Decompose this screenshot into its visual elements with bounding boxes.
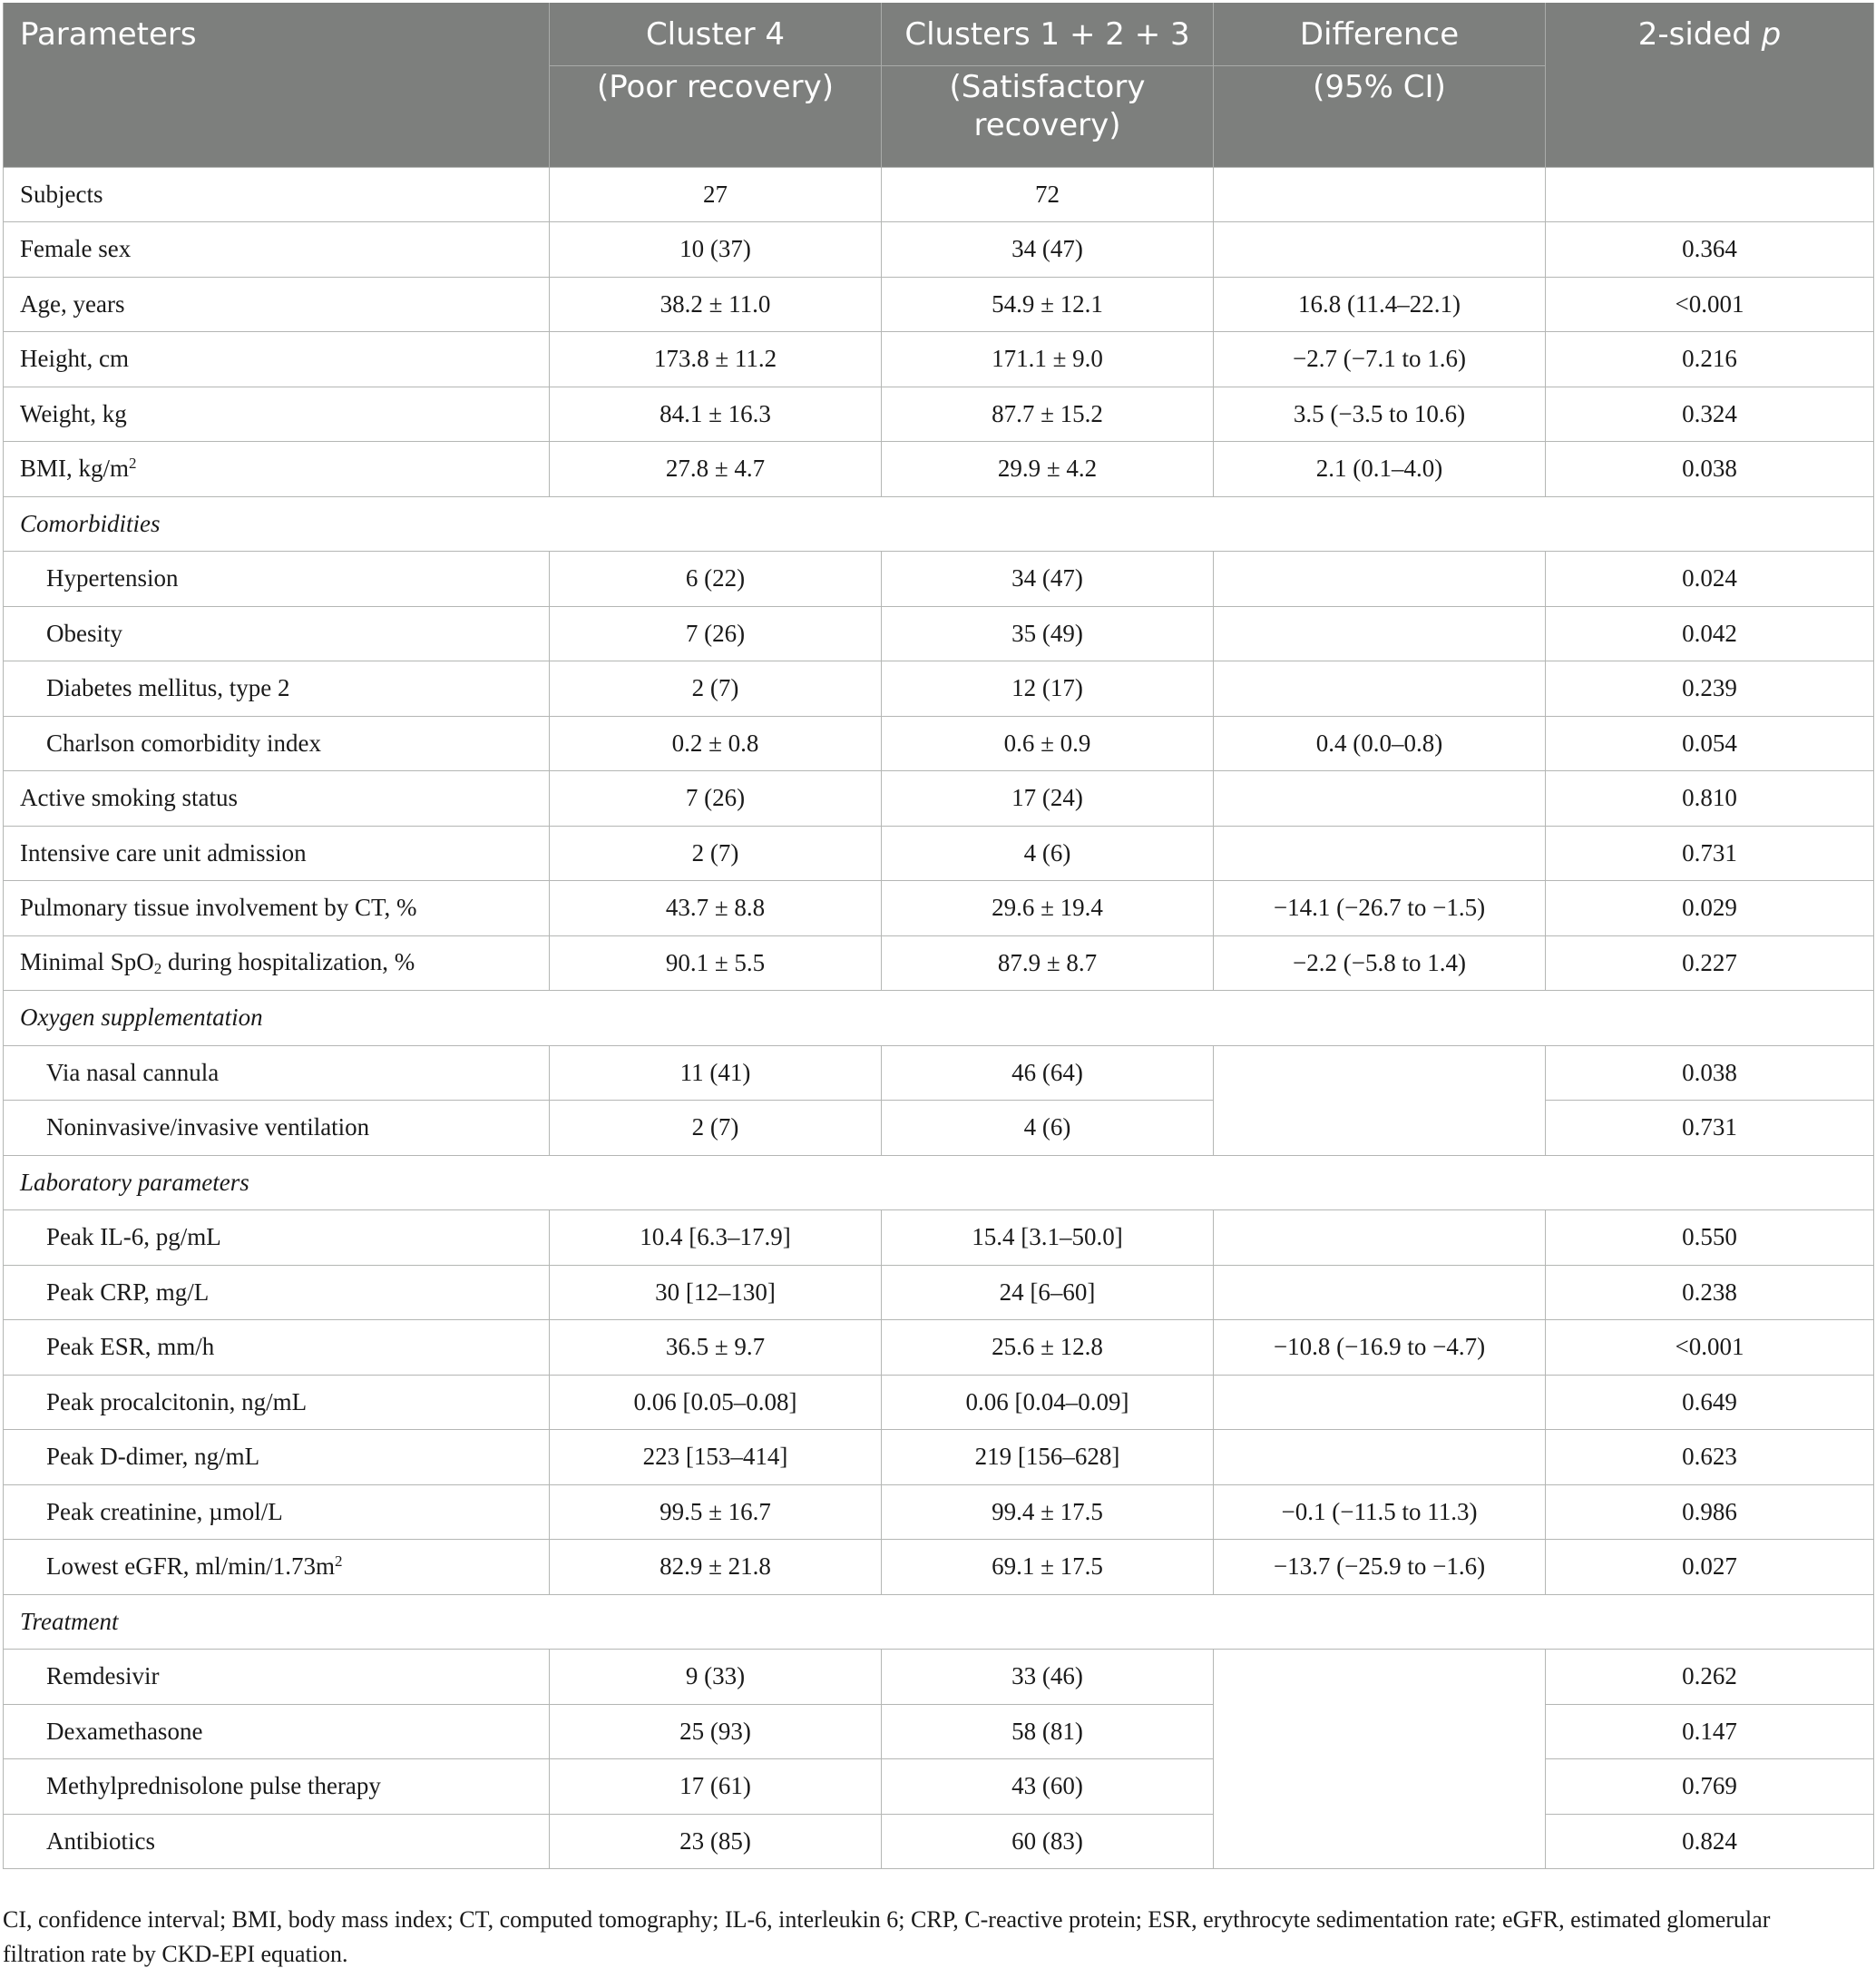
table-row bbox=[4, 222, 1874, 278]
header-parameters: Parameters bbox=[4, 3, 550, 167]
cell-p-value: 0.769 bbox=[1546, 1759, 1874, 1815]
cell-p-value: 0.027 bbox=[1546, 1540, 1874, 1595]
cell-cluster4: 2 (7) bbox=[550, 1101, 882, 1156]
cell-p-value: 0.623 bbox=[1546, 1430, 1874, 1485]
row-label-text-tail: during hospitalization, % bbox=[161, 947, 415, 975]
table-row bbox=[4, 332, 1874, 387]
cell-cluster4: 30 [12–130] bbox=[550, 1265, 882, 1320]
section-row bbox=[4, 496, 1874, 552]
row-label: Female sex bbox=[4, 222, 550, 278]
table-row bbox=[4, 1704, 1874, 1759]
table-row bbox=[4, 442, 1874, 497]
table-row bbox=[4, 1320, 1874, 1376]
table-row bbox=[4, 1484, 1874, 1540]
row-label: Via nasal cannula bbox=[4, 1045, 550, 1101]
cell-cluster4: 9 (33) bbox=[550, 1650, 882, 1705]
cell-clusters123: 24 [6–60] bbox=[882, 1265, 1214, 1320]
cell-cluster4: 36.5 ± 9.7 bbox=[550, 1320, 882, 1376]
row-label: Diabetes mellitus, type 2 bbox=[4, 661, 550, 717]
cell-p-value: 0.731 bbox=[1546, 1101, 1874, 1156]
header-p-italic: p bbox=[1761, 16, 1782, 53]
table-row bbox=[4, 716, 1874, 771]
row-label bbox=[4, 1540, 550, 1595]
cell-p-value: 0.227 bbox=[1546, 935, 1874, 991]
row-label: Noninvasive/invasive ventilation bbox=[4, 1101, 550, 1156]
row-label: Intensive care unit admission bbox=[4, 826, 550, 881]
row-label: Dexamethasone bbox=[4, 1704, 550, 1759]
row-label: Remdesivir bbox=[4, 1650, 550, 1705]
cell-difference bbox=[1214, 1430, 1546, 1485]
table-row bbox=[4, 277, 1874, 332]
row-label-sup: 2 bbox=[129, 455, 137, 473]
cell-clusters123: 33 (46) bbox=[882, 1650, 1214, 1705]
cell-clusters123: 34 (47) bbox=[882, 222, 1214, 278]
row-label: Peak D-dimer, ng/mL bbox=[4, 1430, 550, 1485]
cell-cluster4: 38.2 ± 11.0 bbox=[550, 277, 882, 332]
cell-cluster4: 2 (7) bbox=[550, 826, 882, 881]
section-treatment: Treatment bbox=[4, 1594, 1874, 1650]
cell-cluster4: 82.9 ± 21.8 bbox=[550, 1540, 882, 1595]
row-label-sub: 2 bbox=[153, 959, 162, 977]
row-label: Methylprednisolone pulse therapy bbox=[4, 1759, 550, 1815]
row-label: Height, cm bbox=[4, 332, 550, 387]
table-container bbox=[3, 3, 1876, 1869]
table-body bbox=[4, 167, 1874, 1869]
cell-difference: −14.1 (−26.7 to −1.5) bbox=[1214, 881, 1546, 936]
row-label-text: Lowest eGFR, ml/min/1.73m bbox=[46, 1552, 336, 1581]
cell-p-value: 0.042 bbox=[1546, 606, 1874, 661]
table-row bbox=[4, 387, 1874, 442]
cell-cluster4: 23 (85) bbox=[550, 1814, 882, 1869]
cell-difference: −10.8 (−16.9 to −4.7) bbox=[1214, 1320, 1546, 1376]
cell-cluster4: 173.8 ± 11.2 bbox=[550, 332, 882, 387]
cell-cluster4: 99.5 ± 16.7 bbox=[550, 1484, 882, 1540]
cell-clusters123: 54.9 ± 12.1 bbox=[882, 277, 1214, 332]
cell-difference bbox=[1214, 1045, 1546, 1155]
row-label: Active smoking status bbox=[4, 771, 550, 827]
table-row bbox=[4, 1814, 1874, 1869]
table-row bbox=[4, 881, 1874, 936]
cell-cluster4: 84.1 ± 16.3 bbox=[550, 387, 882, 442]
cell-cluster4: 0.2 ± 0.8 bbox=[550, 716, 882, 771]
header-cluster4-sub bbox=[550, 65, 882, 167]
cell-clusters123: 29.6 ± 19.4 bbox=[882, 881, 1214, 936]
cell-clusters123: 0.06 [0.04–0.09] bbox=[882, 1375, 1214, 1430]
cell-p-value: <0.001 bbox=[1546, 1320, 1874, 1376]
cell-cluster4: 10.4 [6.3–17.9] bbox=[550, 1210, 882, 1266]
cell-difference bbox=[1214, 1210, 1546, 1266]
cell-difference: −13.7 (−25.9 to −1.6) bbox=[1214, 1540, 1546, 1595]
cell-p-value: 0.364 bbox=[1546, 222, 1874, 278]
header-difference: Difference bbox=[1214, 3, 1546, 65]
cell-clusters123: 0.6 ± 0.9 bbox=[882, 716, 1214, 771]
cell-clusters123: 4 (6) bbox=[882, 826, 1214, 881]
cell-p-value: 0.054 bbox=[1546, 716, 1874, 771]
row-label bbox=[4, 935, 550, 991]
cell-difference bbox=[1214, 552, 1546, 607]
cell-clusters123: 60 (83) bbox=[882, 1814, 1214, 1869]
baseline-characteristics-table bbox=[3, 3, 1874, 1869]
cell-p-value: 0.731 bbox=[1546, 826, 1874, 881]
header-cluster4: Cluster 4 bbox=[550, 3, 882, 65]
header-clusters123-sub bbox=[882, 65, 1214, 167]
row-label-text: Minimal SpO bbox=[20, 947, 154, 975]
cell-difference bbox=[1214, 1265, 1546, 1320]
table-footnote: CI, confidence interval; BMI, body mass index; CT, computed tomography; IL-6, interleukin 6; CRP, C-reactive protein; ESR, erythrocyte sedimentation rate; eGFR, estimated glomerular filtration rate by CKD-EPI equation. bbox=[3, 1906, 1771, 1967]
cell-difference: −2.2 (−5.8 to 1.4) bbox=[1214, 935, 1546, 991]
cell-cluster4: 0.06 [0.05–0.08] bbox=[550, 1375, 882, 1430]
cell-p-value: 0.239 bbox=[1546, 661, 1874, 717]
cell-cluster4: 10 (37) bbox=[550, 222, 882, 278]
cell-cluster4: 27 bbox=[550, 167, 882, 222]
header-p-value bbox=[1546, 3, 1874, 167]
table-row bbox=[4, 1430, 1874, 1485]
cell-clusters123: 35 (49) bbox=[882, 606, 1214, 661]
cell-cluster4: 27.8 ± 4.7 bbox=[550, 442, 882, 497]
cell-clusters123: 69.1 ± 17.5 bbox=[882, 1540, 1214, 1595]
table-row bbox=[4, 826, 1874, 881]
cell-p-value: 0.810 bbox=[1546, 771, 1874, 827]
cell-p-value: 0.262 bbox=[1546, 1650, 1874, 1705]
cell-clusters123: 99.4 ± 17.5 bbox=[882, 1484, 1214, 1540]
table-row bbox=[4, 552, 1874, 607]
section-row bbox=[4, 1155, 1874, 1210]
header-clusters123: Clusters 1 + 2 + 3 bbox=[882, 3, 1214, 65]
row-label: Age, years bbox=[4, 277, 550, 332]
cell-p-value bbox=[1546, 167, 1874, 222]
cell-clusters123: 46 (64) bbox=[882, 1045, 1214, 1101]
cell-clusters123: 15.4 [3.1–50.0] bbox=[882, 1210, 1214, 1266]
cell-cluster4: 223 [153–414] bbox=[550, 1430, 882, 1485]
cell-clusters123: 34 (47) bbox=[882, 552, 1214, 607]
cell-p-value: 0.024 bbox=[1546, 552, 1874, 607]
cell-p-value: <0.001 bbox=[1546, 277, 1874, 332]
section-row bbox=[4, 1594, 1874, 1650]
row-label: Antibiotics bbox=[4, 1814, 550, 1869]
cell-cluster4: 90.1 ± 5.5 bbox=[550, 935, 882, 991]
cell-cluster4: 17 (61) bbox=[550, 1759, 882, 1815]
table-row bbox=[4, 1045, 1874, 1101]
cell-clusters123: 171.1 ± 9.0 bbox=[882, 332, 1214, 387]
table-row bbox=[4, 1101, 1874, 1156]
cell-clusters123: 72 bbox=[882, 167, 1214, 222]
header-difference-sub bbox=[1214, 65, 1546, 167]
cell-difference bbox=[1214, 167, 1546, 222]
cell-p-value: 0.986 bbox=[1546, 1484, 1874, 1540]
cell-clusters123: 58 (81) bbox=[882, 1704, 1214, 1759]
cell-clusters123: 29.9 ± 4.2 bbox=[882, 442, 1214, 497]
table-row bbox=[4, 1759, 1874, 1815]
cell-difference bbox=[1214, 606, 1546, 661]
row-label: Obesity bbox=[4, 606, 550, 661]
row-label: Subjects bbox=[4, 167, 550, 222]
table-row bbox=[4, 1210, 1874, 1266]
table-row bbox=[4, 167, 1874, 222]
cell-p-value: 0.649 bbox=[1546, 1375, 1874, 1430]
cell-p-value: 0.147 bbox=[1546, 1704, 1874, 1759]
row-label-sup: 2 bbox=[335, 1552, 343, 1571]
table-row bbox=[4, 1540, 1874, 1595]
cell-difference: −0.1 (−11.5 to 11.3) bbox=[1214, 1484, 1546, 1540]
row-label: Peak procalcitonin, ng/mL bbox=[4, 1375, 550, 1430]
cell-p-value: 0.216 bbox=[1546, 332, 1874, 387]
row-label: Pulmonary tissue involvement by CT, % bbox=[4, 881, 550, 936]
cell-clusters123: 4 (6) bbox=[882, 1101, 1214, 1156]
cell-cluster4: 25 (93) bbox=[550, 1704, 882, 1759]
table-row bbox=[4, 661, 1874, 717]
table-row bbox=[4, 606, 1874, 661]
table-header bbox=[4, 3, 1874, 167]
cell-cluster4: 6 (22) bbox=[550, 552, 882, 607]
cell-clusters123: 25.6 ± 12.8 bbox=[882, 1320, 1214, 1376]
cell-p-value: 0.029 bbox=[1546, 881, 1874, 936]
row-label: Peak ESR, mm/h bbox=[4, 1320, 550, 1376]
section-row bbox=[4, 991, 1874, 1046]
row-label: Peak IL-6, pg/mL bbox=[4, 1210, 550, 1266]
cell-p-value: 0.550 bbox=[1546, 1210, 1874, 1266]
cell-clusters123: 12 (17) bbox=[882, 661, 1214, 717]
cell-clusters123: 43 (60) bbox=[882, 1759, 1214, 1815]
cell-p-value: 0.324 bbox=[1546, 387, 1874, 442]
cell-difference bbox=[1214, 1375, 1546, 1430]
header-p-text: 2-sided bbox=[1637, 16, 1762, 53]
row-label: Weight, kg bbox=[4, 387, 550, 442]
cell-cluster4: 43.7 ± 8.8 bbox=[550, 881, 882, 936]
cell-clusters123: 87.9 ± 8.7 bbox=[882, 935, 1214, 991]
cell-cluster4: 2 (7) bbox=[550, 661, 882, 717]
cell-difference bbox=[1214, 661, 1546, 717]
section-oxygen: Oxygen supplementation bbox=[4, 991, 1874, 1046]
cell-difference: −2.7 (−7.1 to 1.6) bbox=[1214, 332, 1546, 387]
cell-clusters123: 87.7 ± 15.2 bbox=[882, 387, 1214, 442]
cell-p-value: 0.238 bbox=[1546, 1265, 1874, 1320]
row-label: Charlson comorbidity index bbox=[4, 716, 550, 771]
row-label: Peak CRP, mg/L bbox=[4, 1265, 550, 1320]
cell-difference bbox=[1214, 826, 1546, 881]
row-label bbox=[4, 442, 550, 497]
table-row bbox=[4, 1375, 1874, 1430]
row-label-text: BMI, kg/m bbox=[20, 455, 130, 483]
cell-cluster4: 11 (41) bbox=[550, 1045, 882, 1101]
table-row bbox=[4, 1650, 1874, 1705]
row-label: Hypertension bbox=[4, 552, 550, 607]
row-label: Peak creatinine, µmol/L bbox=[4, 1484, 550, 1540]
cell-clusters123: 17 (24) bbox=[882, 771, 1214, 827]
cell-difference: 2.1 (0.1–4.0) bbox=[1214, 442, 1546, 497]
table-row bbox=[4, 935, 1874, 991]
cell-p-value: 0.038 bbox=[1546, 1045, 1874, 1101]
cell-p-value: 0.824 bbox=[1546, 1814, 1874, 1869]
header-cluster4-sublabel: (Poor recovery) bbox=[597, 68, 834, 105]
section-laboratory: Laboratory parameters bbox=[4, 1155, 1874, 1210]
cell-clusters123: 219 [156–628] bbox=[882, 1430, 1214, 1485]
cell-cluster4: 7 (26) bbox=[550, 771, 882, 827]
cell-p-value: 0.038 bbox=[1546, 442, 1874, 497]
cell-difference bbox=[1214, 222, 1546, 278]
cell-difference: 16.8 (11.4–22.1) bbox=[1214, 277, 1546, 332]
header-difference-sublabel: (95% CI) bbox=[1313, 68, 1446, 105]
header-clusters123-sublabel: (Satisfactory recovery) bbox=[949, 68, 1146, 143]
table-row bbox=[4, 1265, 1874, 1320]
cell-difference bbox=[1214, 771, 1546, 827]
cell-difference bbox=[1214, 1650, 1546, 1869]
cell-difference: 3.5 (−3.5 to 10.6) bbox=[1214, 387, 1546, 442]
table-row bbox=[4, 771, 1874, 827]
section-comorbidities: Comorbidities bbox=[4, 496, 1874, 552]
cell-difference: 0.4 (0.0–0.8) bbox=[1214, 716, 1546, 771]
cell-cluster4: 7 (26) bbox=[550, 606, 882, 661]
